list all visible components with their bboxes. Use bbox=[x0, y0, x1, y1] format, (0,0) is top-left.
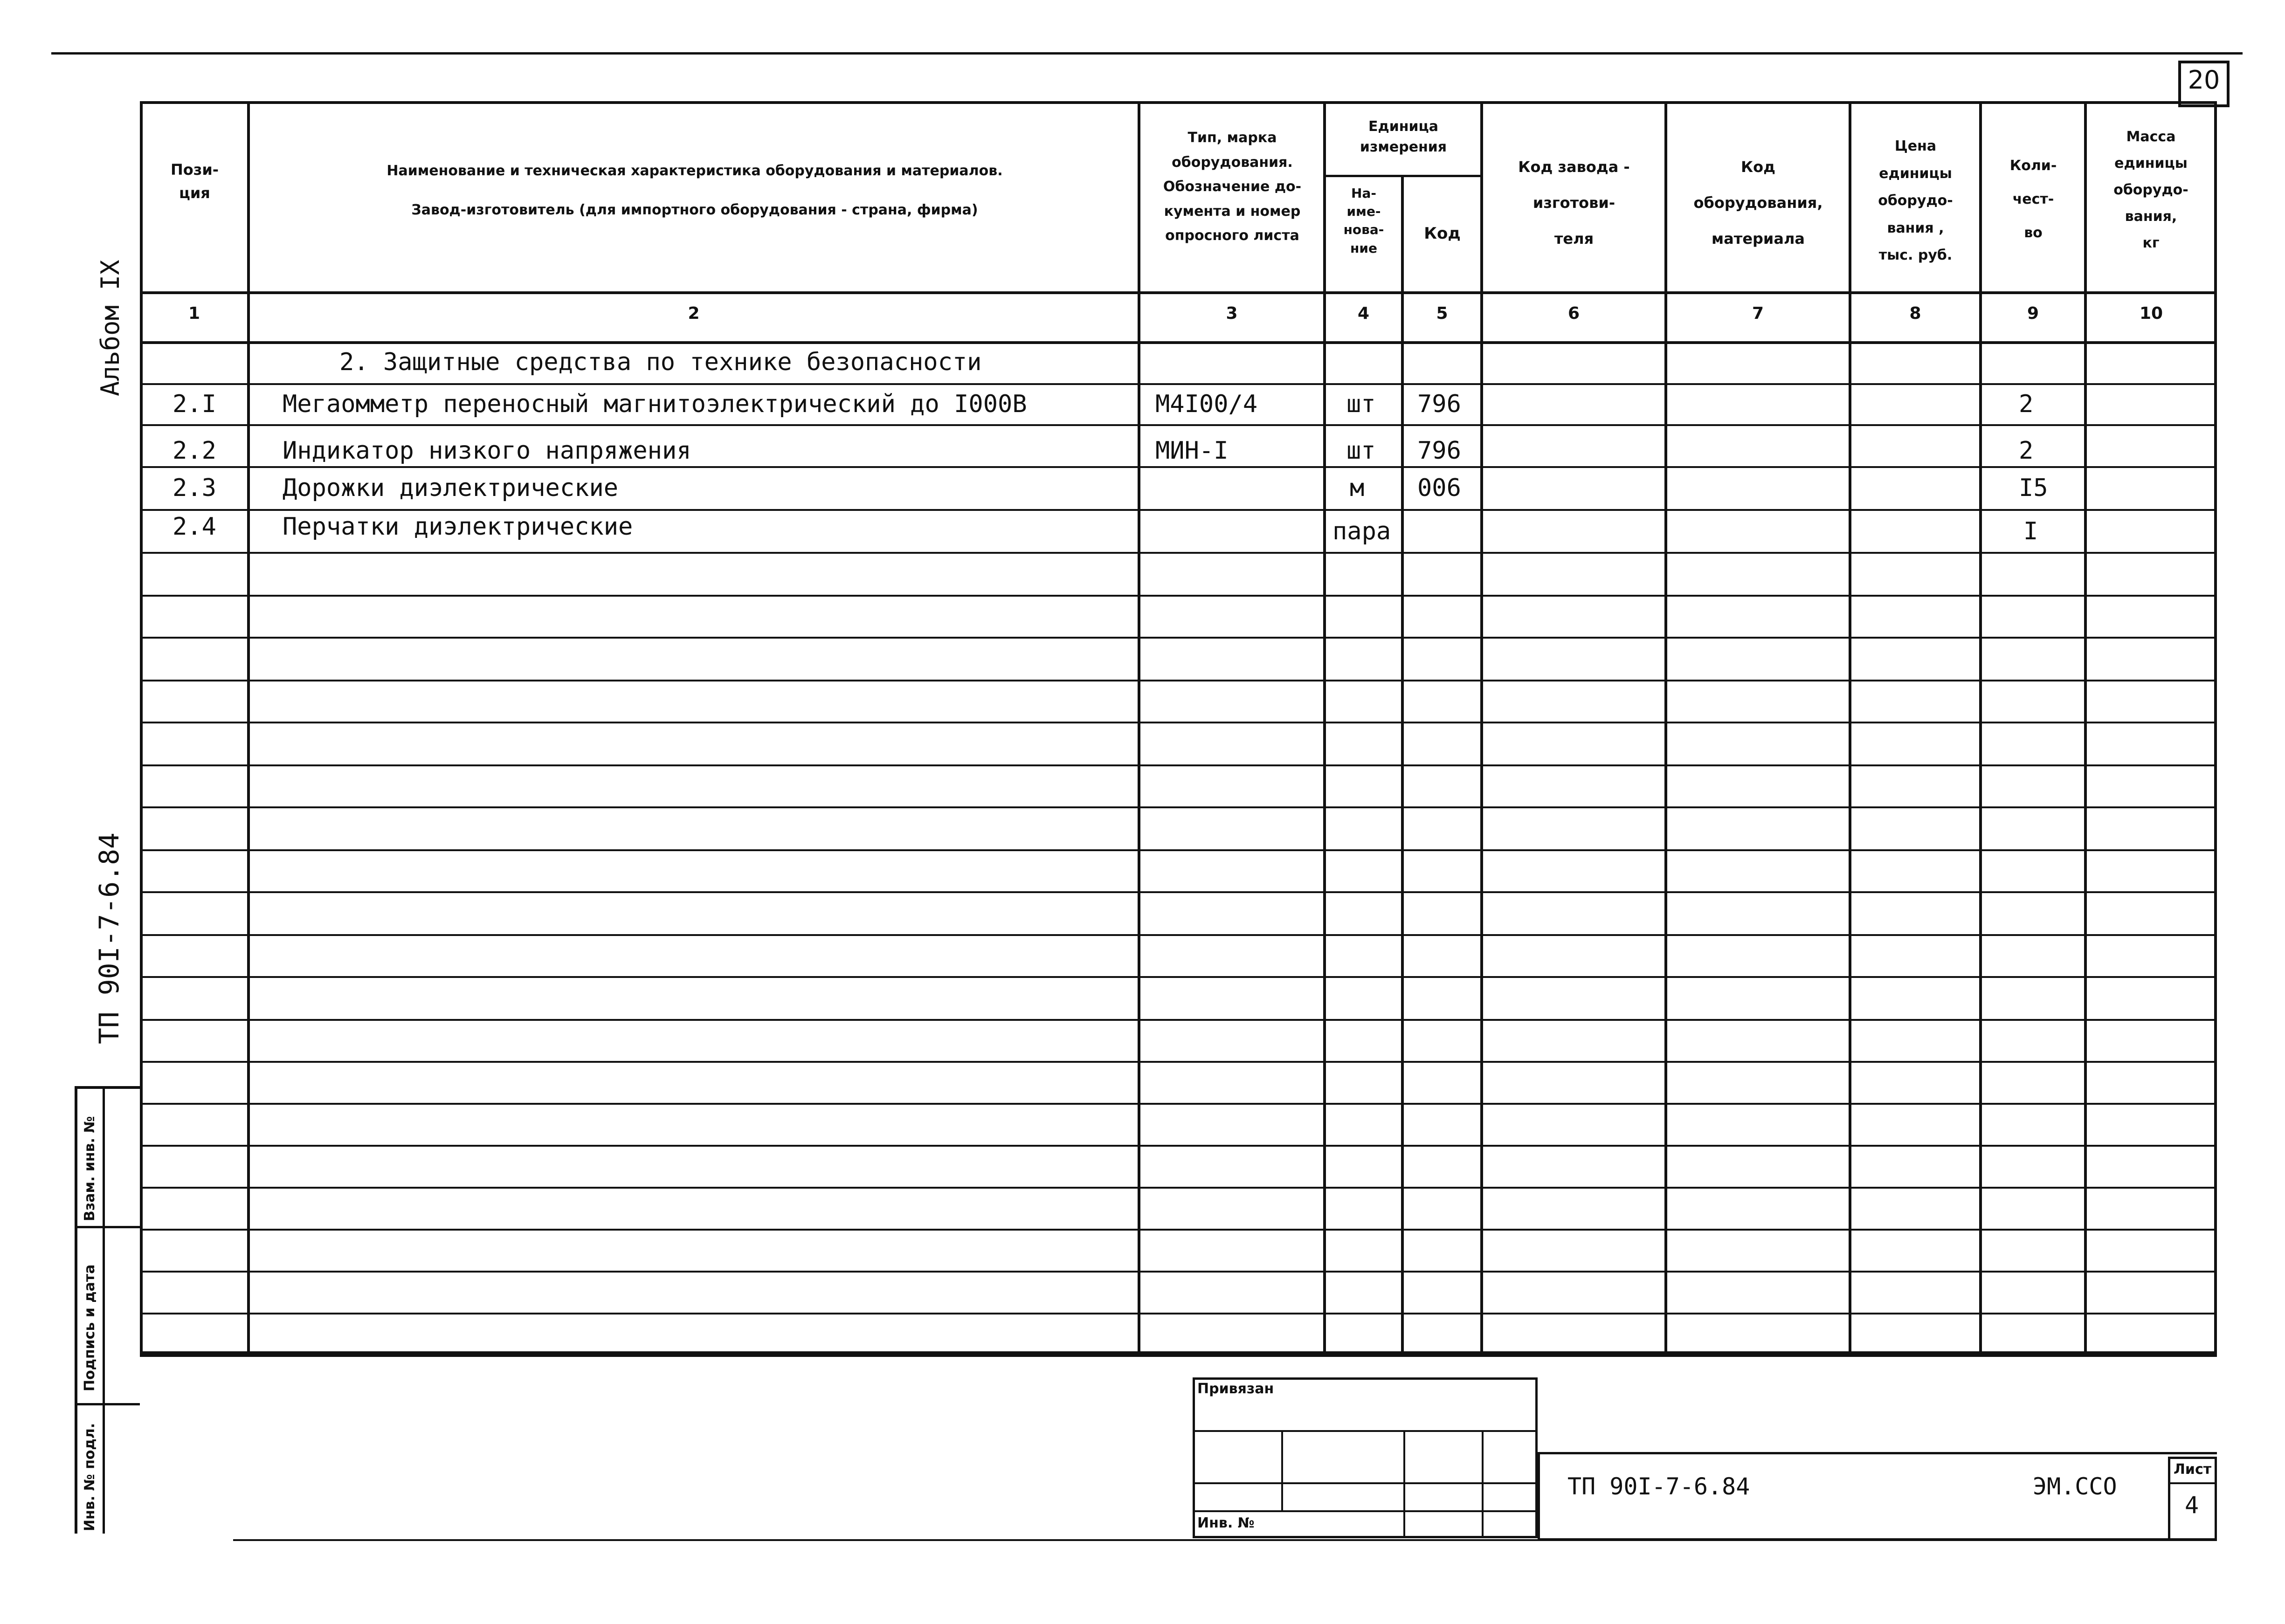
row-code: 006 bbox=[1417, 474, 1461, 502]
header-col9 bbox=[1982, 149, 2084, 250]
spec-table-frame bbox=[140, 101, 2217, 1354]
binding-box-divider bbox=[1281, 1430, 1283, 1510]
header-col4 bbox=[1326, 184, 1401, 257]
header-unit-group-line: Единица bbox=[1368, 118, 1438, 135]
header-col8 bbox=[1852, 133, 1979, 269]
row-line bbox=[140, 424, 2217, 426]
binding-box-line bbox=[1193, 1510, 1538, 1512]
column-number: 1 bbox=[188, 304, 200, 323]
row-line bbox=[140, 1271, 2217, 1273]
header-col7-line: Код bbox=[1741, 158, 1775, 176]
row-name: Дорожки диэлектрические bbox=[283, 474, 619, 502]
row-line bbox=[140, 680, 2217, 681]
header-col6-line: Код завода - bbox=[1518, 158, 1630, 176]
row-line bbox=[140, 1313, 2217, 1314]
row-line bbox=[140, 976, 2217, 978]
inv-number-label: Инв. № bbox=[1197, 1515, 1255, 1531]
row-code: 796 bbox=[1417, 390, 1461, 418]
header-col9-line: Коли- bbox=[2009, 158, 2057, 174]
header-unit-group-line: измерения bbox=[1360, 138, 1447, 155]
row-line bbox=[140, 849, 2217, 851]
binding-box-line bbox=[1193, 1430, 1538, 1432]
row-line bbox=[140, 1229, 2217, 1231]
row-line bbox=[140, 934, 2217, 936]
doc-code: ТП 90I-7-6.84 bbox=[1567, 1473, 1750, 1500]
row-position: 2.4 bbox=[173, 513, 216, 541]
binding-box-divider bbox=[1403, 1430, 1405, 1538]
side-stamp-row-line bbox=[75, 1226, 140, 1228]
row-line bbox=[140, 1061, 2217, 1063]
row-qty: I5 bbox=[2019, 474, 2048, 502]
section-title: 2. Защитные средства по технике безопасности bbox=[339, 348, 982, 376]
col-divider-6 bbox=[1664, 101, 1667, 1354]
col-divider-1 bbox=[247, 101, 250, 1354]
header-col1 bbox=[142, 158, 247, 205]
row-line bbox=[140, 1187, 2217, 1189]
row-line bbox=[140, 552, 2217, 554]
bottom-frame-line bbox=[140, 1354, 2217, 1357]
binding-box-line bbox=[1193, 1482, 1538, 1484]
row-code: 796 bbox=[1417, 437, 1461, 465]
header-col3-line: кумента и номер bbox=[1164, 203, 1301, 220]
col-divider-2 bbox=[1138, 101, 1140, 1354]
privyazan-label: Привязан bbox=[1197, 1381, 1274, 1397]
header-col7-line: материала bbox=[1712, 229, 1805, 248]
header-col4-line: име- bbox=[1346, 204, 1381, 220]
column-number: 6 bbox=[1567, 304, 1580, 323]
row-line bbox=[140, 595, 2217, 597]
header-col3-line: опросного листа bbox=[1165, 227, 1299, 244]
header-col4-line: нова- bbox=[1343, 222, 1384, 238]
row-qty: I bbox=[2023, 517, 2038, 545]
row-position: 2.3 bbox=[173, 474, 216, 502]
page-number: 20 bbox=[2188, 65, 2220, 95]
header-col8-line: оборудо- bbox=[1878, 193, 1953, 209]
column-number: 3 bbox=[1226, 304, 1238, 323]
sheet-number: 4 bbox=[2185, 1492, 2199, 1519]
header-col6-line: изготови- bbox=[1533, 193, 1615, 212]
row-unit: шт bbox=[1346, 437, 1376, 465]
vzam-inv-label: Взам. инв. № bbox=[82, 1116, 98, 1221]
unit-group-divider bbox=[1323, 175, 1480, 177]
row-name: Мегаомметр переносный магнитоэлектрический до I000В bbox=[283, 390, 1027, 418]
row-type: М4I00/4 bbox=[1155, 390, 1258, 418]
row-line bbox=[140, 764, 2217, 766]
binding-box-divider bbox=[1482, 1430, 1484, 1538]
header-col10-line: Масса bbox=[2126, 129, 2176, 145]
header-unit-group bbox=[1326, 117, 1480, 157]
bottom-outer-line bbox=[233, 1539, 2217, 1541]
header-col10-line: кг bbox=[2142, 235, 2160, 251]
header-col6-line: теля bbox=[1554, 229, 1594, 248]
row-line bbox=[140, 722, 2217, 723]
column-number: 4 bbox=[1357, 304, 1370, 323]
header-col6 bbox=[1484, 149, 1664, 256]
col-divider-5 bbox=[1480, 101, 1483, 1354]
header-col5-line: Код bbox=[1424, 224, 1461, 243]
row-line bbox=[140, 891, 2217, 893]
col-divider-7 bbox=[1849, 101, 1851, 1354]
binding-box bbox=[1193, 1377, 1538, 1538]
column-number: 7 bbox=[1752, 304, 1764, 323]
header-col3-line: Тип, марка bbox=[1187, 130, 1277, 146]
col-divider-9 bbox=[2084, 101, 2087, 1354]
header-bottom-line bbox=[140, 291, 2217, 294]
header-col7-line: оборудования, bbox=[1693, 193, 1823, 212]
header-col2-line: Завод-изготовитель (для импортного оборудования - страна, фирма) bbox=[411, 202, 978, 218]
row-name: Индикатор низкого напряжения bbox=[283, 437, 691, 465]
header-col8-line: единицы bbox=[1879, 165, 1952, 182]
header-col8-line: тыс. руб. bbox=[1878, 247, 1953, 263]
row-line bbox=[140, 1103, 2217, 1105]
header-col10-line: единицы bbox=[2114, 155, 2188, 172]
row-position: 2.2 bbox=[173, 437, 216, 465]
main-stamp-left bbox=[1538, 1452, 1540, 1541]
main-stamp-top bbox=[1538, 1452, 2217, 1454]
inv-podl-label: Инв. № подл. bbox=[82, 1423, 98, 1531]
col-divider-3 bbox=[1323, 101, 1326, 1354]
side-stamp-row-line bbox=[75, 1403, 140, 1405]
header-col9-line: во bbox=[2024, 225, 2043, 241]
row-line bbox=[140, 1019, 2217, 1021]
header-col10 bbox=[2087, 124, 2215, 256]
column-number: 5 bbox=[1436, 304, 1448, 323]
project-side-label: ТП 90I-7-6.84 bbox=[93, 833, 125, 1044]
row-name: Перчатки диэлектрические bbox=[283, 513, 633, 541]
row-unit: пара bbox=[1332, 517, 1391, 545]
row-line bbox=[140, 637, 2217, 639]
row-line bbox=[140, 509, 2217, 511]
row-line bbox=[140, 383, 2217, 385]
row-qty: 2 bbox=[2019, 390, 2034, 418]
header-col10-line: вания, bbox=[2125, 208, 2177, 225]
header-col8-line: Цена bbox=[1894, 138, 1937, 154]
doc-mark: ЭМ.ССО bbox=[2033, 1473, 2117, 1500]
header-col2-line: Наименование и техническая характеристика оборудования и материалов. bbox=[387, 163, 1003, 179]
row-qty: 2 bbox=[2019, 437, 2034, 465]
header-col1-line: Пози- bbox=[170, 161, 219, 179]
column-number: 2 bbox=[688, 304, 700, 323]
header-col2 bbox=[252, 151, 1138, 230]
header-col4-line: На- bbox=[1351, 186, 1376, 201]
header-col8-line: вания , bbox=[1887, 220, 1944, 236]
header-col3-line: Обозначение до- bbox=[1163, 179, 1302, 195]
header-col3-line: оборудования. bbox=[1172, 154, 1293, 171]
top-rule bbox=[51, 52, 2243, 55]
column-number: 9 bbox=[2027, 304, 2039, 323]
row-type: МИН-I bbox=[1155, 437, 1229, 465]
column-number: 8 bbox=[1909, 304, 1921, 323]
column-number: 10 bbox=[2139, 304, 2163, 323]
row-line bbox=[140, 806, 2217, 808]
col-divider-8 bbox=[1979, 101, 1982, 1354]
side-stamp-divider bbox=[103, 1086, 105, 1534]
sheet-label: Лист bbox=[2174, 1461, 2212, 1478]
header-col4-line: ние bbox=[1350, 240, 1377, 256]
row-unit: м bbox=[1350, 474, 1365, 502]
header-col1-line: ция bbox=[179, 184, 210, 202]
row-unit: шт bbox=[1346, 390, 1376, 418]
signature-date-label: Подпись и дата bbox=[82, 1264, 98, 1391]
header-col3 bbox=[1141, 126, 1323, 248]
header-col5 bbox=[1404, 221, 1480, 246]
header-col7 bbox=[1668, 149, 1849, 256]
sheet-box-line bbox=[2168, 1482, 2217, 1484]
header-col10-line: оборудо- bbox=[2113, 182, 2188, 198]
colnum-row-bottom bbox=[140, 341, 2217, 344]
header-col9-line: чест- bbox=[2012, 191, 2054, 207]
row-line bbox=[140, 1145, 2217, 1147]
album-label: Альбом IX bbox=[96, 260, 125, 396]
row-position: 2.I bbox=[173, 390, 216, 418]
row-line bbox=[140, 466, 2217, 468]
